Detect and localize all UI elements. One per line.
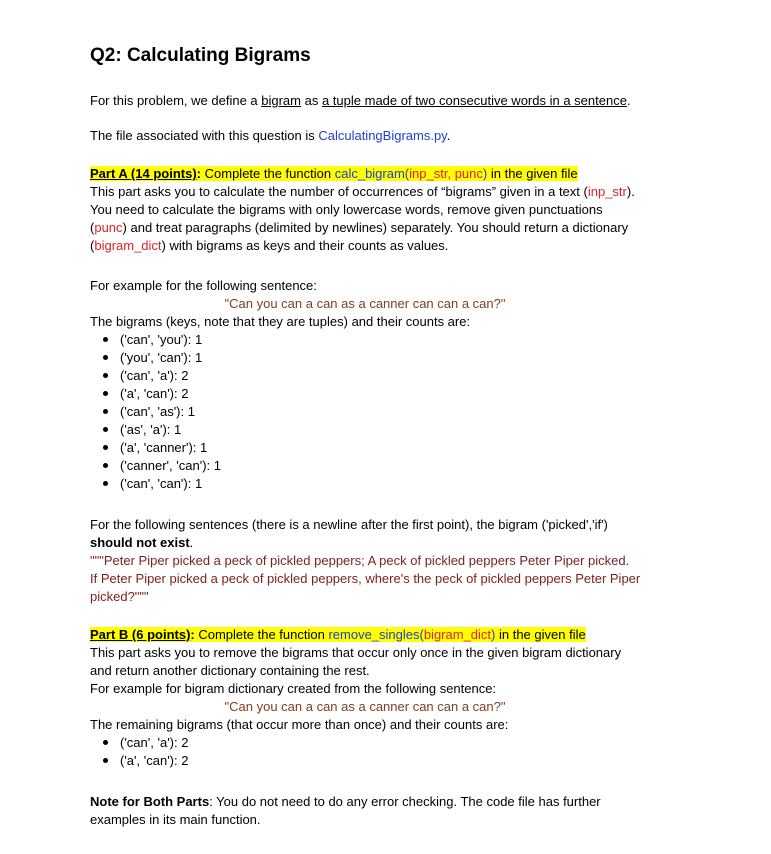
bigram-entry: ('a', 'can'): 2: [120, 386, 189, 401]
bullet-icon: [103, 373, 108, 378]
bigram-list-b: [90, 734, 710, 770]
bullet-icon: [103, 391, 108, 396]
intro-text: The file associated with this question is: [90, 128, 319, 143]
bigram-entry: ('can', 'a'): 2: [120, 368, 189, 383]
desc-text: ) and treat paragraphs (delimited by newlines) separately. You should return a dictionary: [122, 220, 629, 235]
note-text: : You do not need to do any error checking. The code file has further: [209, 794, 601, 809]
function-name: remove_singles(: [328, 627, 424, 642]
bigram-entry: ('can', 'can'): 1: [120, 476, 203, 491]
note-text: For the following sentences (there is a newline after the first point), the bigram ('picked','if'): [90, 517, 608, 532]
desc-text: ) with bigrams as keys and their counts as values.: [161, 238, 449, 253]
quote-line: """Peter Piper picked a peck of pickled peppers; A peck of pickled peppers Peter Piper picked.: [90, 553, 630, 568]
bullet-icon: [103, 409, 108, 414]
note-text: examples in its main function.: [90, 812, 261, 827]
part-a-example: [90, 277, 710, 493]
part-a-section: [90, 165, 710, 255]
list-item: [90, 403, 710, 421]
bigram-entry: ('you', 'can'): 1: [120, 350, 203, 365]
bigram-entry: ('can', 'as'): 1: [120, 404, 195, 419]
part-b-desc-line: For example for bigram dictionary created from the following sentence:: [90, 681, 497, 696]
list-item: [90, 752, 710, 770]
intro-text: .: [626, 93, 631, 108]
bullet-icon: [103, 463, 108, 468]
part-a-note: [90, 516, 710, 606]
arg-bigram-dict: bigram_dict: [423, 627, 492, 642]
part-b-heading: [90, 627, 586, 642]
bigram-entry: ('a', 'can'): 2: [120, 753, 189, 768]
part-b-desc-line: and return another dictionary containing the rest.: [90, 663, 370, 678]
function-close: ): [482, 166, 488, 181]
list-item: [90, 421, 710, 439]
list-item: [90, 331, 710, 349]
example-intro: For example for the following sentence:: [90, 278, 317, 293]
example-sentence: "Can you can a can as a canner can can a can?": [224, 699, 506, 714]
bigram-definition: a tuple made of two consecutive words in a sentence: [321, 93, 627, 108]
bullet-icon: [103, 355, 108, 360]
desc-text: ).: [626, 184, 635, 199]
intro-file: [90, 127, 710, 145]
bigram-entry: ('a', 'canner'): 1: [120, 440, 208, 455]
arg-inp-str: inp_str: [409, 166, 448, 181]
note-emphasis: should not exist: [90, 535, 190, 550]
list-item: [90, 475, 710, 493]
list-item: [90, 349, 710, 367]
part-b-label: Part B (6 points): [90, 627, 191, 642]
bigram-list-a: [90, 331, 710, 493]
list-item: [90, 367, 710, 385]
part-a-desc-line: [90, 183, 710, 201]
page-title: Q2: Calculating Bigrams: [90, 45, 311, 66]
example-sentence: "Can you can a can as a canner can can a can?": [224, 296, 506, 311]
bigrams-intro: The bigrams (keys, note that they are tuples) and their counts are:: [90, 314, 471, 329]
final-note: [90, 793, 710, 829]
arg-separator: ,: [447, 166, 455, 181]
part-a-desc-line: [90, 237, 710, 255]
list-item: [90, 385, 710, 403]
bullet-icon: [103, 481, 108, 486]
bullet-icon: [103, 445, 108, 450]
part-a-label: Part A (14 points): [90, 166, 197, 181]
desc-text: (: [90, 220, 95, 235]
part-a-desc-line: [90, 219, 710, 237]
desc-text: This part asks you to calculate the number of occurrences of “bigrams” given in a text (: [90, 184, 588, 199]
bigram-entry: ('as', 'a'): 1: [120, 422, 182, 437]
note-text: .: [189, 535, 194, 550]
list-item: [90, 457, 710, 475]
intro-definition: [90, 92, 710, 110]
heading-tail: in the given file: [487, 166, 578, 181]
part-a-heading: [90, 166, 578, 181]
desc-text: You need to calculate the bigrams with only lowercase words, remove given punctuations: [90, 202, 603, 217]
part-b-desc-line: This part asks you to remove the bigrams that occur only once in the given bigram dictionary: [90, 645, 622, 660]
intro-text: as: [301, 93, 322, 108]
var-bigram-dict: bigram_dict: [94, 238, 162, 253]
bullet-icon: [103, 427, 108, 432]
file-name: CalculatingBigrams.py: [318, 128, 447, 143]
bigram-entry: ('canner', 'can'): 1: [120, 458, 221, 473]
part-a-desc-line: [90, 201, 710, 219]
heading-colon: :: [190, 627, 195, 642]
quote-line: picked?""": [90, 589, 149, 604]
intro-text: For this problem, we define a: [90, 93, 262, 108]
bigram-entry: ('can', 'a'): 2: [120, 735, 189, 750]
heading-text: Complete the function: [194, 627, 329, 642]
arg-punc: punc: [454, 166, 483, 181]
part-b-section: [90, 626, 710, 770]
list-item: [90, 734, 710, 752]
remaining-intro: The remaining bigrams (that occur more than once) and their counts are:: [90, 717, 509, 732]
bigram-entry: ('can', 'you'): 1: [120, 332, 203, 347]
bullet-icon: [103, 337, 108, 342]
function-close: ): [491, 627, 496, 642]
function-name: calc_bigram(: [334, 166, 410, 181]
desc-text: (: [90, 238, 95, 253]
intro-text: .: [446, 128, 451, 143]
heading-text: Complete the function: [201, 166, 335, 181]
heading-tail: in the given file: [495, 627, 586, 642]
quote-line: If Peter Piper picked a peck of pickled peppers, where's the peck of pickled peppers Peter Piper: [90, 571, 641, 586]
list-item: [90, 439, 710, 457]
var-inp-str: inp_str: [587, 184, 627, 199]
var-punc: punc: [94, 220, 123, 235]
note-heading: Note for Both Parts: [90, 794, 210, 809]
bullet-icon: [103, 758, 108, 763]
bullet-icon: [103, 740, 108, 745]
bigram-term: bigram: [261, 93, 301, 108]
heading-colon: :: [196, 166, 202, 181]
